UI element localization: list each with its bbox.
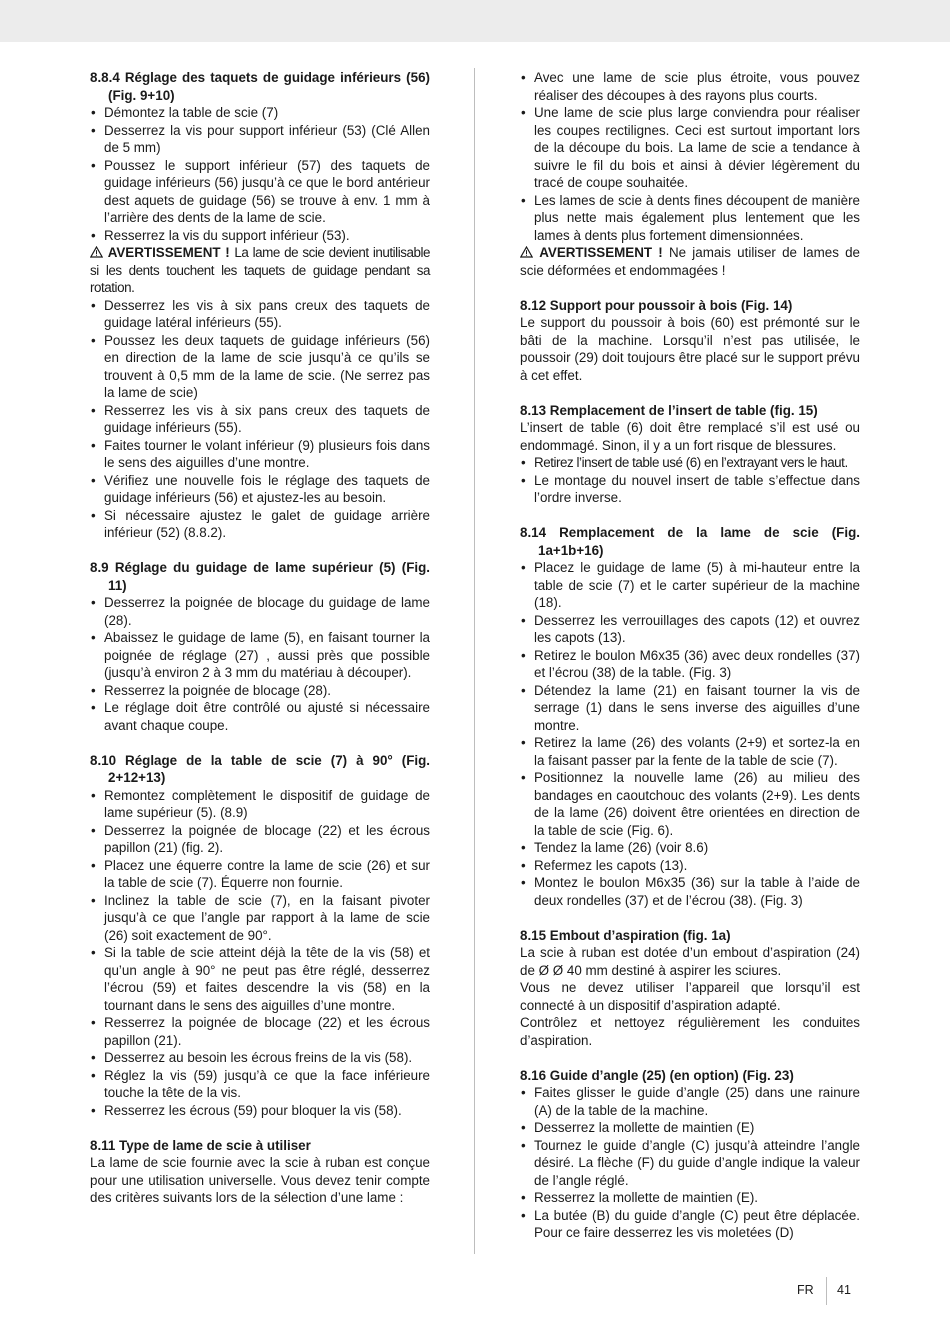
- column-divider: [474, 68, 475, 1254]
- list-item: • Une lame de scie plus large conviendra pour réaliser les coupes rectilignes. Ceci est surtout important lors de la découpe du bois. La lame de scie a tendance à suivre le fil du bois et ainsi à dévier légèrement du tracé de coupe souhaitée.: [520, 104, 860, 192]
- page-number: 41: [837, 1283, 851, 1297]
- list-item: • Resserrez la poignée de blocage (28).: [90, 682, 430, 700]
- list-item: • Inclinez la table de scie (7), en la faisant pivoter jusqu’à ce que l’angle par rapport à la lame de scie (26) soit exactement de 90°.: [90, 892, 430, 945]
- list-item: • Réglez la vis (59) jusqu’à ce que la face inférieure touche la tête de la vis.: [90, 1067, 430, 1102]
- left-column: [90, 69, 430, 1207]
- right-column: [520, 69, 860, 1242]
- section-8-15-text-3: Contrôlez et nettoyez régulièrement les conduites d’aspiration.: [520, 1015, 860, 1048]
- list-item: • Desserrez la poignée de blocage du guidage de lame (28).: [90, 594, 430, 629]
- section-8-15-text-1: La scie à ruban est dotée d’un embout d’aspiration (24) de Ø Ø 40 mm destiné à aspirer les sciures.: [520, 945, 860, 978]
- section-8-11-title: 8.11 Type de lame de scie à utiliser: [90, 1137, 311, 1153]
- section-8-13-list: [520, 454, 860, 507]
- list-item: • Desserrez les verrouillages des capots (12) et ouvrez les capots (13).: [520, 612, 860, 647]
- list-item: • Positionnez la nouvelle lame (26) au milieu des bandages en caoutchouc des volants (2+9). Les dents de la lame (26) doivent être orientées en direction de la table de scie (Fig. 6).: [520, 769, 860, 839]
- section-8-9-title: 8.9 Réglage du guidage de lame supérieur (5) (Fig. 11): [90, 560, 430, 593]
- section-8-16-title: 8.16 Guide d’angle (25) (en option) (Fig. 23): [520, 1067, 794, 1083]
- list-item: • Resserrez les écrous (59) pour bloquer la vis (58).: [90, 1102, 430, 1120]
- section-8-15-title: 8.15 Embout d’aspiration (fig. 1a): [520, 927, 731, 943]
- footer-language: FR: [797, 1283, 814, 1297]
- list-item: • Retirez l’insert de table usé (6) en l’extrayant vers le haut.: [520, 454, 860, 472]
- warning-block: [520, 244, 860, 279]
- list-item: • Vérifiez une nouvelle fois le réglage des taquets de guidage inférieurs (56) et ajustez-les au besoin.: [90, 472, 430, 507]
- list-item: • Desserrez les vis à six pans creux des taquets de guidage latéral inférieurs (55).: [90, 297, 430, 332]
- footer-divider: [826, 1277, 827, 1305]
- list-item: • Desserrez au besoin les écrous freins de la vis (58).: [90, 1049, 430, 1067]
- warning-text: Ne jamais utiliser de lames de scie déformées et endommagées !: [520, 245, 860, 278]
- list-item: • Remontez complètement le dispositif de guidage de lame supérieur (5). (8.9): [90, 787, 430, 822]
- section-8-13-text: L’insert de table (6) doit être remplacé s’il est usé ou endommagé. Sinon, il y a un fort risque de blessures.: [520, 420, 860, 453]
- section-8-11-text: La lame de scie fournie avec la scie à ruban est conçue pour une utilisation universelle. Vous devez tenir compte des critères suivants lors de la sélection d’une lame :: [90, 1155, 430, 1205]
- list-item: • La butée (B) du guide d’angle (C) peut être déplacée. Pour ce faire desserrez les vis moletées (D): [520, 1207, 860, 1242]
- section-8-10-list: [90, 787, 430, 1120]
- list-item: • Retirez le boulon M6x35 (36) avec deux rondelles (37) et l’écrou (38) de la table. (Fig. 3): [520, 647, 860, 682]
- section-8-12-text: Le support du poussoir à bois (60) est prémonté sur le bâti de la machine. Lorsqu’il n’est pas utilisée, le poussoir (29) doit toujours être placé sur le support prévu à cet effet.: [520, 315, 860, 383]
- list-item: • Desserrez la mollette de maintien (E): [520, 1119, 860, 1137]
- list-item: • Resserrez la poignée de blocage (22) et les écrous papillon (21).: [90, 1014, 430, 1049]
- list-item: • Resserrez la mollette de maintien (E).: [520, 1189, 860, 1207]
- section-8-8-4-title: 8.8.4 Réglage des taquets de guidage inférieurs (56) (Fig. 9+10): [90, 70, 430, 103]
- section-8-8-4-list: [90, 104, 430, 244]
- warning-label: AVERTISSEMENT !: [107, 245, 230, 260]
- warning-block: [90, 244, 430, 297]
- section-8-9-list: [90, 594, 430, 734]
- list-item: • Si la table de scie atteint déjà la tête de la vis (58) et qu’un angle à 90° ne peut pas être réglé, desserrez l’écrou (59) et faites descendre la vis (58) en la tournant dans le sens des aiguilles d’une montre.: [90, 944, 430, 1014]
- list-item: • Refermez les capots (13).: [520, 857, 860, 875]
- list-item: • Détendez la lame (21) en faisant tourner la vis de serrage (1) dans le sens inverse des aiguilles d’une montre.: [520, 682, 860, 735]
- section-8-10-title: 8.10 Réglage de la table de scie (7) à 90° (Fig. 2+12+13): [90, 752, 430, 785]
- list-item: • Abaissez le guidage de lame (5), en faisant tourner la poignée de réglage (27) , aussi près que possible (jusqu’à environ 2 à 3 mm du matériau à découper).: [90, 629, 430, 682]
- list-item: • Si nécessaire ajustez le galet de guidage arrière inférieur (52) (8.8.2).: [90, 507, 430, 542]
- list-item: • Poussez les deux taquets de guidage inférieurs (56) en direction de la lame de scie jusqu’à ce qu’ils se trouvent à 0,5 mm de la lame de scie. (Ne serrez pas la lame de scie): [90, 332, 430, 402]
- warning-text: La lame de scie devient inutilisable si les dents touchent les taquets de guidage pendant sa rotation.: [90, 245, 430, 295]
- warning-triangle-icon: [520, 245, 539, 260]
- section-8-11-list: [520, 69, 860, 244]
- list-item: • Resserrez les vis à six pans creux des taquets de guidage inférieurs (55).: [90, 402, 430, 437]
- warning-triangle-icon: [90, 245, 108, 260]
- section-8-14-list: [520, 559, 860, 909]
- warning-label: AVERTISSEMENT !: [539, 245, 663, 260]
- section-8-12-title: 8.12 Support pour poussoir à bois (Fig. 14): [520, 297, 793, 313]
- list-item: • Les lames de scie à dents fines découpent de manière plus nette mais également plus lentement que les lames à dents plus fortement dimensionnées.: [520, 192, 860, 245]
- section-8-15-text-2: Vous ne devez utiliser l’appareil que lorsqu’il est connecté à un dispositif d’aspiration adapté.: [520, 980, 860, 1013]
- list-item: • Faites tourner le volant inférieur (9) plusieurs fois dans le sens des aiguilles d’une montre.: [90, 437, 430, 472]
- list-item: • Le réglage doit être contrôlé ou ajusté si nécessaire avant chaque coupe.: [90, 699, 430, 734]
- top-band: [0, 0, 950, 42]
- list-item: • Desserrez la vis pour support inférieur (53) (Clé Allen de 5 mm): [90, 122, 430, 157]
- list-item: • Placez le guidage de lame (5) à mi-hauteur entre la table de scie (7) et le carter supérieur de la machine (18).: [520, 559, 860, 612]
- list-item: • Avec une lame de scie plus étroite, vous pouvez réaliser des découpes à des rayons plus courts.: [520, 69, 860, 104]
- list-item: • Tournez le guide d’angle (C) jusqu’à atteindre l’angle désiré. La flèche (F) du guide d’angle indique la valeur de l’angle réglé.: [520, 1137, 860, 1190]
- list-item: • Tendez la lame (26) (voir 8.6): [520, 839, 860, 857]
- section-8-16-list: [520, 1084, 860, 1242]
- section-8-14-title: 8.14 Remplacement de la lame de scie (Fig. 1a+1b+16): [520, 525, 860, 558]
- list-item: • Démontez la table de scie (7): [90, 104, 430, 122]
- list-item: • Poussez le support inférieur (57) des taquets de guidage inférieurs (56) jusqu’à ce que le bord antérieur dest aquets de guidage (56) se trouve à env. 1 mm à l’arrière des dents de la lame de scie.: [90, 157, 430, 227]
- list-item: • Faites glisser le guide d’angle (25) dans une rainure (A) de la table de la machine.: [520, 1084, 860, 1119]
- section-8-13-title: 8.13 Remplacement de l’insert de table (fig. 15): [520, 402, 818, 418]
- list-item: • Desserrez la poignée de blocage (22) et les écrous papillon (21) (fig. 2).: [90, 822, 430, 857]
- list-item: • Placez une équerre contre la lame de scie (26) et sur la table de scie (7). Équerre non fournie.: [90, 857, 430, 892]
- section-8-8-4-list-2: [90, 297, 430, 542]
- list-item: • Resserrez la vis du support inférieur (53).: [90, 227, 430, 245]
- list-item: • Retirez la lame (26) des volants (2+9) et sortez-la en la faisant passer par la fente de la table de scie (7).: [520, 734, 860, 769]
- list-item: • Montez le boulon M6x35 (36) sur la table à l’aide de deux rondelles (37) et de l’écrou (38). (Fig. 3): [520, 874, 860, 909]
- list-item: • Le montage du nouvel insert de table s’effectue dans l’ordre inverse.: [520, 472, 860, 507]
